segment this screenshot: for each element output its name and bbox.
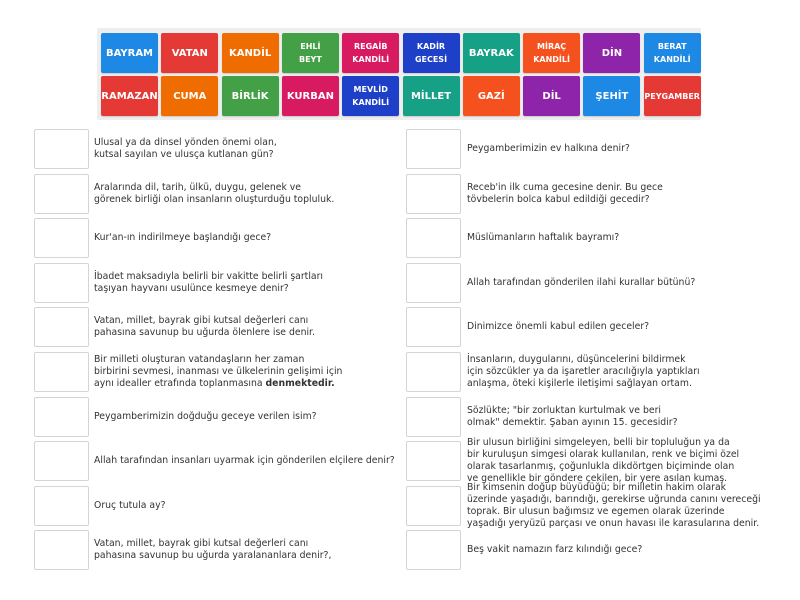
word-tile[interactable]: DİN <box>583 33 640 73</box>
answer-drop-box[interactable] <box>406 397 461 437</box>
clue-text-body: Allah tarafından gönderilen ilahi kurallar bütünü? <box>467 276 696 288</box>
word-tile[interactable]: KURBAN <box>282 76 339 116</box>
word-tile[interactable]: BAYRAK <box>463 33 520 73</box>
answer-drop-box[interactable] <box>34 486 89 526</box>
clue-text-body: Ulusal ya da dinsel yönden önemi olan, kutsal sayılan ve ulusça kutlanan gün? <box>94 137 277 160</box>
word-tile[interactable]: VATAN <box>161 33 218 73</box>
clue-text-body: Beş vakit namazın farz kılındığı gece? <box>467 544 643 556</box>
clue-text-body: Kur'an-ın indirilmeye başlandığı gece? <box>94 232 272 244</box>
word-tile[interactable]: REGAİB KANDİLİ <box>342 33 399 73</box>
word-tile[interactable]: KADİR GECESİ <box>403 33 460 73</box>
clue-text-body: Oruç tutula ay? <box>94 499 166 511</box>
clue-text <box>94 137 277 161</box>
answer-drop-box[interactable] <box>34 218 89 258</box>
clue-text <box>467 143 630 155</box>
clue-text <box>467 405 678 429</box>
clue-text <box>467 437 739 485</box>
clue-text-body: Aralarında dil, tarih, ülkü, duygu, gelenek ve görenek birliği olan insanların oluşturduğu topluluk. <box>94 181 335 205</box>
answer-drop-box[interactable] <box>406 263 461 303</box>
word-tile[interactable]: EHLİ BEYT <box>282 33 339 73</box>
clue-text <box>467 354 700 390</box>
answer-drop-box[interactable] <box>406 174 461 214</box>
clue-text-body: İnsanların, duygularını, düşüncelerini bildirmek için sözcükler ya da işaretler aracılığıyla yaptıkları anlaşma, öteki kişilerle iletişimi sağlayan ortam. <box>467 354 700 389</box>
clue-text <box>467 544 642 556</box>
clue-text <box>467 232 619 244</box>
clue-text-body: Peygamberimizin ev halkına denir? <box>467 143 630 154</box>
word-tile[interactable]: MEVLİD KANDİLİ <box>342 76 399 116</box>
clue-text <box>467 321 649 333</box>
clue-text-body: Dinimizce önemli kabul edilen geceler? <box>467 321 650 333</box>
answer-drop-box[interactable] <box>406 307 461 347</box>
answer-drop-box[interactable] <box>34 441 89 481</box>
word-tile[interactable]: MİLLET <box>403 76 460 116</box>
clue-text-body: Bir kimsenin doğup büyüdüğü; bir milletin hakim olarak üzerinde yaşadığı, barındığı, gerekirse uğrunda canını vereceği toprak. Bir ulusun bağımsız ve egemen olarak üzerinde yaşadığı yeryüzü parçası ve onun havası ile karasularına denir. <box>467 481 761 529</box>
word-tile[interactable]: BAYRAM <box>101 33 158 73</box>
clue-text <box>467 482 761 530</box>
word-tile[interactable]: BİRLİK <box>222 76 279 116</box>
word-tile[interactable]: ŞEHİT <box>583 76 640 116</box>
clue-text <box>94 411 317 423</box>
answer-drop-box[interactable] <box>406 486 461 526</box>
word-tile[interactable]: KANDİL <box>222 33 279 73</box>
answer-drop-box[interactable] <box>34 263 89 303</box>
answer-drop-box[interactable] <box>34 397 89 437</box>
word-tile[interactable]: PEYGAMBER <box>644 76 701 116</box>
clue-text-body: Bir ulusun birliğini simgeleyen, belli bir topluluğun ya da bir kuruluşun simgesi olarak kullanılan, renk ve biçimi özel olarak tasarlanmış, çoğunlukla dikdörtgen biçiminde olan ve genellikle bir gönderе çekilen, bir yere asılan kumaş. <box>467 437 740 485</box>
answer-drop-box[interactable] <box>34 174 89 214</box>
clue-text <box>467 182 663 206</box>
answer-drop-box[interactable] <box>406 129 461 169</box>
clue-text <box>94 232 271 244</box>
clue-text <box>94 538 331 562</box>
clue-text <box>94 455 395 467</box>
answer-drop-box[interactable] <box>34 307 89 347</box>
clue-text-body: Vatan, millet, bayrak gibi kutsal değerleri canı pahasına savunup bu uğurda ölenlere ise denir. <box>94 315 315 339</box>
answer-drop-box[interactable] <box>406 530 461 570</box>
clue-text-body: Receb'in ilk cuma gecesine denir. Bu gece tövbelerin bolca kabul edildiği gecedir? <box>467 181 663 205</box>
answer-drop-box[interactable] <box>34 129 89 169</box>
answer-drop-box[interactable] <box>34 352 89 392</box>
clue-text <box>94 354 342 390</box>
clue-text <box>94 500 166 512</box>
word-tile[interactable]: GAZİ <box>463 76 520 116</box>
clue-text <box>94 182 334 206</box>
word-tile[interactable]: BERAT KANDİLİ <box>644 33 701 73</box>
answer-drop-box[interactable] <box>406 441 461 481</box>
word-tile[interactable]: CUMA <box>161 76 218 116</box>
answer-drop-box[interactable] <box>34 530 89 570</box>
word-tile[interactable]: RAMAZAN <box>101 76 158 116</box>
clue-text <box>467 277 695 289</box>
clue-text-body: Müslümanların haftalık bayramı? <box>467 232 620 244</box>
answer-drop-box[interactable] <box>406 218 461 258</box>
clue-text-body: Allah tarafından insanları uyarmak için gönderilen elçilere denir? <box>94 455 395 467</box>
word-tile[interactable]: MİRAÇ KANDİLİ <box>523 33 580 73</box>
clue-text-body: Vatan, millet, bayrak gibi kutsal değerleri canı pahasına savunup bu uğurda yaralananlara denir?, <box>94 538 332 562</box>
clue-text-bold: denmektedir. <box>265 378 335 389</box>
clue-text-body: İbadet maksadıyla belirli bir vakitte belirli şartları taşıyan hayvanı usulünce kesmeye denir? <box>94 270 324 294</box>
clue-text <box>94 271 323 295</box>
answer-drop-box[interactable] <box>406 352 461 392</box>
word-tile[interactable]: DİL <box>523 76 580 116</box>
clue-text-body: Sözlükte; "bir zorluktan kurtulmak ve beri olmak" demektir. Şaban ayının 15. gecesidir? <box>467 404 678 428</box>
word-tile-bank <box>97 28 701 120</box>
clue-text-body: Peygamberimizin doğduğu geceye verilen isim? <box>94 410 317 422</box>
clue-text-body: Bir milleti oluşturan vatandaşların her zaman birbirini sevmesi, inanması ve ülkelerinin gelişimi için aynı idealler etrafında toplanmasına <box>94 354 343 389</box>
clue-text <box>94 315 315 339</box>
